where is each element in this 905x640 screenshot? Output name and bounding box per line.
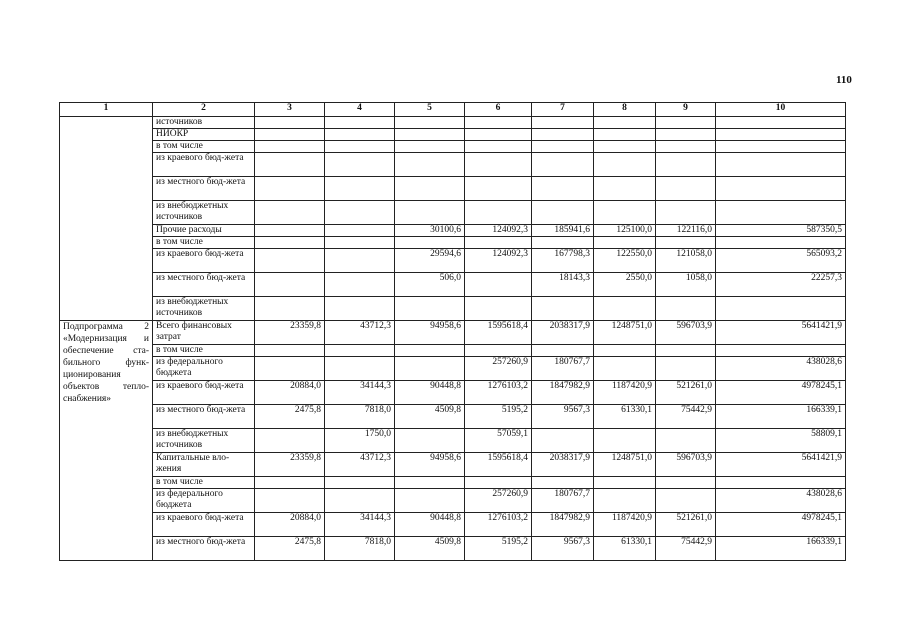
value-cell	[594, 201, 656, 225]
value-cell	[255, 477, 325, 489]
value-cell	[594, 357, 656, 381]
value-cell: 34144,3	[325, 513, 395, 537]
value-cell: 43712,3	[325, 321, 395, 345]
value-cell: 23359,8	[255, 321, 325, 345]
value-cell: 5641421,9	[716, 453, 846, 477]
value-cell	[325, 177, 395, 201]
value-cell: 166339,1	[716, 537, 846, 561]
value-cell	[465, 117, 532, 129]
value-cell: 180767,7	[532, 489, 594, 513]
value-cell	[716, 345, 846, 357]
item-label-cell: из местного бюд-жета	[153, 273, 255, 297]
value-cell	[395, 117, 465, 129]
value-cell: 4978245,1	[716, 381, 846, 405]
value-cell	[594, 177, 656, 201]
item-label-cell: из местного бюд-жета	[153, 537, 255, 561]
value-cell	[532, 201, 594, 225]
value-cell: 4978245,1	[716, 513, 846, 537]
value-cell: 122116,0	[656, 225, 716, 237]
value-cell: 7818,0	[325, 405, 395, 429]
value-cell	[656, 297, 716, 321]
value-cell	[255, 357, 325, 381]
value-cell	[532, 429, 594, 453]
value-cell: 4509,8	[395, 537, 465, 561]
value-cell: 521261,0	[656, 513, 716, 537]
value-cell	[395, 297, 465, 321]
value-cell: 438028,6	[716, 489, 846, 513]
item-label-cell: из федерального бюджета	[153, 489, 255, 513]
value-cell: 1847982,9	[532, 381, 594, 405]
header-cell: 8	[594, 103, 656, 117]
value-cell	[465, 345, 532, 357]
value-cell	[325, 141, 395, 153]
value-cell	[656, 117, 716, 129]
value-cell	[465, 297, 532, 321]
value-cell	[716, 237, 846, 249]
value-cell	[532, 141, 594, 153]
value-cell: 23359,8	[255, 453, 325, 477]
value-cell: 166339,1	[716, 405, 846, 429]
header-cell: 2	[153, 103, 255, 117]
value-cell	[395, 489, 465, 513]
item-label-cell: из местного бюд-жета	[153, 177, 255, 201]
item-label-cell: из внебюджетных источников	[153, 201, 255, 225]
table-row	[60, 381, 846, 405]
table-row	[60, 357, 846, 381]
value-cell: 1276103,2	[465, 513, 532, 537]
header-cell: 4	[325, 103, 395, 117]
value-cell: 29594,6	[395, 249, 465, 273]
value-cell: 18143,3	[532, 273, 594, 297]
table-row	[60, 405, 846, 429]
table-row	[60, 273, 846, 297]
value-cell	[325, 477, 395, 489]
value-cell	[325, 489, 395, 513]
header-cell: 6	[465, 103, 532, 117]
value-cell	[532, 237, 594, 249]
value-cell	[325, 297, 395, 321]
value-cell	[395, 345, 465, 357]
value-cell	[716, 201, 846, 225]
value-cell	[656, 477, 716, 489]
value-cell	[395, 357, 465, 381]
table-row	[60, 321, 846, 345]
item-label-cell: Капитальные вло-жения	[153, 453, 255, 477]
value-cell: 90448,8	[395, 513, 465, 537]
value-cell	[465, 177, 532, 201]
value-cell: 61330,1	[594, 405, 656, 429]
subprogram-cell: Подпрограмма 2 «Модернизация и обеспечение ста-бильного функ-ционирования объектов тепло-снабжения»	[60, 321, 153, 561]
value-cell: 1248751,0	[594, 321, 656, 345]
value-cell	[255, 141, 325, 153]
value-cell: 1595618,4	[465, 453, 532, 477]
value-cell	[395, 237, 465, 249]
value-cell	[395, 477, 465, 489]
value-cell	[594, 477, 656, 489]
value-cell: 167798,3	[532, 249, 594, 273]
value-cell	[395, 153, 465, 177]
value-cell	[255, 489, 325, 513]
table-row	[60, 429, 846, 453]
value-cell: 121058,0	[656, 249, 716, 273]
item-label-cell: в том числе	[153, 345, 255, 357]
header-cell: 9	[656, 103, 716, 117]
value-cell	[325, 273, 395, 297]
value-cell: 521261,0	[656, 381, 716, 405]
value-cell: 75442,9	[656, 405, 716, 429]
value-cell	[255, 117, 325, 129]
table-row	[60, 477, 846, 489]
table-row	[60, 117, 846, 129]
value-cell: 257260,9	[465, 357, 532, 381]
value-cell: 75442,9	[656, 537, 716, 561]
item-label-cell: источников	[153, 117, 255, 129]
item-label-cell: из краевого бюд-жета	[153, 153, 255, 177]
value-cell: 2038317,9	[532, 321, 594, 345]
value-cell	[532, 153, 594, 177]
value-cell: 43712,3	[325, 453, 395, 477]
value-cell: 1187420,9	[594, 381, 656, 405]
table-row	[60, 225, 846, 237]
value-cell: 180767,7	[532, 357, 594, 381]
value-cell	[716, 177, 846, 201]
item-label-cell: из местного бюд-жета	[153, 405, 255, 429]
value-cell	[594, 297, 656, 321]
value-cell: 1187420,9	[594, 513, 656, 537]
value-cell	[465, 201, 532, 225]
value-cell	[532, 297, 594, 321]
value-cell	[325, 201, 395, 225]
value-cell	[532, 345, 594, 357]
header-cell: 1	[60, 103, 153, 117]
value-cell	[594, 117, 656, 129]
value-cell	[532, 477, 594, 489]
value-cell	[716, 129, 846, 141]
value-cell	[594, 141, 656, 153]
value-cell: 30100,6	[395, 225, 465, 237]
value-cell	[656, 201, 716, 225]
value-cell: 57059,1	[465, 429, 532, 453]
value-cell: 22257,3	[716, 273, 846, 297]
value-cell	[325, 237, 395, 249]
value-cell: 1276103,2	[465, 381, 532, 405]
value-cell	[325, 153, 395, 177]
value-cell: 34144,3	[325, 381, 395, 405]
value-cell	[716, 153, 846, 177]
value-cell: 1847982,9	[532, 513, 594, 537]
value-cell	[325, 249, 395, 273]
page-number: 110	[836, 74, 852, 86]
value-cell	[255, 237, 325, 249]
value-cell	[594, 429, 656, 453]
value-cell	[656, 345, 716, 357]
value-cell	[255, 129, 325, 141]
value-cell	[395, 129, 465, 141]
value-cell: 596703,9	[656, 321, 716, 345]
value-cell	[325, 117, 395, 129]
value-cell	[255, 429, 325, 453]
value-cell: 20884,0	[255, 381, 325, 405]
value-cell	[395, 141, 465, 153]
header-cell: 3	[255, 103, 325, 117]
value-cell	[656, 237, 716, 249]
header-cell: 10	[716, 103, 846, 117]
value-cell: 1595618,4	[465, 321, 532, 345]
value-cell	[532, 117, 594, 129]
value-cell	[465, 273, 532, 297]
value-cell	[594, 153, 656, 177]
item-label-cell: из федерального бюджета	[153, 357, 255, 381]
header-cell: 5	[395, 103, 465, 117]
value-cell: 1248751,0	[594, 453, 656, 477]
value-cell: 438028,6	[716, 357, 846, 381]
value-cell: 124092,3	[465, 225, 532, 237]
value-cell	[656, 177, 716, 201]
value-cell: 5195,2	[465, 405, 532, 429]
value-cell	[656, 129, 716, 141]
item-label-cell: в том числе	[153, 477, 255, 489]
item-label-cell: в том числе	[153, 237, 255, 249]
subprogram-cell	[60, 117, 153, 321]
value-cell: 2038317,9	[532, 453, 594, 477]
value-cell: 2475,8	[255, 405, 325, 429]
value-cell: 2475,8	[255, 537, 325, 561]
table-row	[60, 249, 846, 273]
value-cell	[532, 129, 594, 141]
value-cell	[255, 345, 325, 357]
value-cell	[255, 177, 325, 201]
value-cell	[716, 477, 846, 489]
value-cell	[465, 129, 532, 141]
value-cell	[465, 477, 532, 489]
value-cell: 506,0	[395, 273, 465, 297]
value-cell	[656, 141, 716, 153]
value-cell	[255, 249, 325, 273]
value-cell	[325, 345, 395, 357]
value-cell	[255, 153, 325, 177]
value-cell: 5195,2	[465, 537, 532, 561]
value-cell: 185941,6	[532, 225, 594, 237]
table-row	[60, 453, 846, 477]
value-cell	[255, 201, 325, 225]
value-cell: 5641421,9	[716, 321, 846, 345]
item-label-cell: из внебюджетных источников	[153, 429, 255, 453]
table-row	[60, 153, 846, 177]
table-row	[60, 177, 846, 201]
table-row	[60, 237, 846, 249]
header-row	[60, 103, 846, 117]
value-cell	[465, 153, 532, 177]
item-label-cell: из краевого бюд-жета	[153, 381, 255, 405]
value-cell: 20884,0	[255, 513, 325, 537]
value-cell: 257260,9	[465, 489, 532, 513]
value-cell	[395, 201, 465, 225]
value-cell	[325, 129, 395, 141]
value-cell	[255, 273, 325, 297]
value-cell: 94958,6	[395, 321, 465, 345]
value-cell	[594, 489, 656, 513]
value-cell: 124092,3	[465, 249, 532, 273]
value-cell	[656, 429, 716, 453]
value-cell: 596703,9	[656, 453, 716, 477]
budget-table	[59, 102, 846, 561]
value-cell: 7818,0	[325, 537, 395, 561]
table-row	[60, 537, 846, 561]
item-label-cell: Всего финансовых затрат	[153, 321, 255, 345]
value-cell	[395, 177, 465, 201]
value-cell	[465, 141, 532, 153]
value-cell	[325, 357, 395, 381]
table-row	[60, 141, 846, 153]
value-cell	[465, 237, 532, 249]
value-cell	[395, 429, 465, 453]
item-label-cell: НИОКР	[153, 129, 255, 141]
value-cell	[532, 177, 594, 201]
value-cell: 565093,2	[716, 249, 846, 273]
value-cell	[716, 117, 846, 129]
item-label-cell: из краевого бюд-жета	[153, 513, 255, 537]
table-row	[60, 345, 846, 357]
value-cell: 122550,0	[594, 249, 656, 273]
value-cell: 4509,8	[395, 405, 465, 429]
header-cell: 7	[532, 103, 594, 117]
value-cell: 9567,3	[532, 537, 594, 561]
value-cell	[594, 129, 656, 141]
value-cell	[594, 237, 656, 249]
value-cell: 61330,1	[594, 537, 656, 561]
value-cell	[656, 153, 716, 177]
value-cell	[656, 357, 716, 381]
value-cell: 58809,1	[716, 429, 846, 453]
item-label-cell: из внебюджетных источников	[153, 297, 255, 321]
value-cell	[656, 489, 716, 513]
value-cell: 125100,0	[594, 225, 656, 237]
value-cell: 587350,5	[716, 225, 846, 237]
value-cell: 90448,8	[395, 381, 465, 405]
value-cell: 94958,6	[395, 453, 465, 477]
item-label-cell: в том числе	[153, 141, 255, 153]
value-cell	[716, 141, 846, 153]
table-row	[60, 129, 846, 141]
value-cell	[716, 297, 846, 321]
value-cell	[255, 225, 325, 237]
table-row	[60, 513, 846, 537]
value-cell: 9567,3	[532, 405, 594, 429]
table-row	[60, 201, 846, 225]
value-cell: 2550,0	[594, 273, 656, 297]
table-row	[60, 297, 846, 321]
item-label-cell: из краевого бюд-жета	[153, 249, 255, 273]
table-row	[60, 489, 846, 513]
value-cell	[594, 345, 656, 357]
item-label-cell: Прочие расходы	[153, 225, 255, 237]
value-cell: 1058,0	[656, 273, 716, 297]
value-cell: 1750,0	[325, 429, 395, 453]
value-cell	[325, 225, 395, 237]
value-cell	[255, 297, 325, 321]
